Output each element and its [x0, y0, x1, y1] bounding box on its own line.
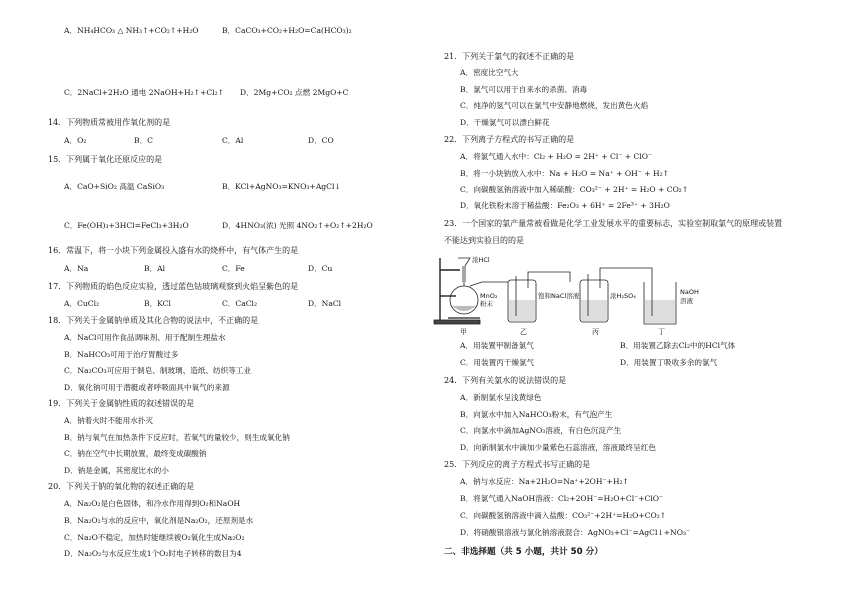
q22-stem: 22．下列离子方程式的书写正确的是 — [444, 135, 575, 144]
q16-stem: 16．常温下，将一小块下列金属投入盛有水的烧杯中，有气体产生的是 — [48, 246, 299, 255]
q17-option-b[interactable]: B．KCl — [144, 299, 171, 308]
q21-stem: 21．下列关于氯气的叙述不正确的是 — [444, 52, 575, 61]
q24-stem: 24．下列有关氯水的说法错误的是 — [444, 376, 567, 385]
q23-option-b[interactable]: B．用装置乙除去Cl₂中的HCl气体 — [620, 341, 736, 350]
q24-option-d[interactable]: D．向新制氯水中滴加少量紫色石蕊溶液，溶液最终呈红色 — [460, 443, 656, 452]
q15-option-c[interactable]: C．Fe(OH)₃+3HCl=FeCl₃+3H₂O — [64, 221, 189, 230]
q20-option-b[interactable]: B．Na₂O₂与水的反应中，氧化剂是Na₂O₂，还原剂是水 — [64, 516, 254, 525]
q21-option-b[interactable]: B．氯气可以用于自来水的杀菌、消毒 — [460, 85, 588, 94]
q23-stem-line1: 23．一个国家的氯产量常被看做是化学工业发展水平的重要标志，实验室制取氯气的原理或装置 — [444, 219, 783, 228]
q22-option-d[interactable]: D．氧化铁粉末溶于稀盐酸：Fe₂O₃ + 6H⁺ = 2Fe³⁺ + 3H₂O — [460, 201, 670, 210]
q14-stem: 14．下列物质常被用作氧化剂的是 — [48, 118, 171, 127]
q16-option-c[interactable]: C．Fe — [222, 264, 245, 273]
q22-option-b[interactable]: B．将一小块钠放入水中：Na + H₂O = Na⁺ + OH⁻ + H₂↑ — [460, 169, 670, 178]
q15-option-d[interactable]: D．4HNO₃(浓) 光照 4NO₂↑+O₂↑+2H₂O — [222, 221, 373, 230]
q19-option-d[interactable]: D．钠是金属，其密度比水的小 — [64, 466, 169, 475]
q17-option-d[interactable]: D．NaCl — [308, 299, 342, 308]
q19-option-a[interactable]: A．钠着火时不能用水扑灭 — [64, 416, 154, 425]
q15-option-b[interactable]: B．KCl+AgNO₃=KNO₃+AgCl↓ — [222, 182, 341, 191]
q19-option-c[interactable]: C．钠在空气中长期放置，最终变成碳酸钠 — [64, 449, 207, 458]
label-bing: 丙 — [592, 328, 599, 336]
q23-option-c[interactable]: C．用装置丙干燥氯气 — [460, 358, 535, 367]
q24-option-a[interactable]: A．新制氯水呈浅黄绿色 — [460, 393, 542, 402]
q14-option-c[interactable]: C．Al — [222, 136, 244, 145]
q18-stem: 18．下列关于金属钠单质及其化合物的说法中，不正确的是 — [48, 316, 259, 325]
label-ding: 丁 — [658, 328, 665, 336]
q15-option-a[interactable]: A．CaO+SiO₂ 高温 CaSiO₃ — [64, 182, 165, 191]
q20-option-c[interactable]: C．Na₂O不稳定，加热时能继续被O₂氧化生成Na₂O₂ — [64, 533, 245, 542]
q13-option-a[interactable]: A．NH₄HCO₃ △ NH₃↑+CO₂↑+H₂O — [64, 26, 199, 35]
q25-option-a[interactable]: A．钠与水反应：Na+2H₂O=Na⁺+2OH⁻+H₂↑ — [460, 477, 629, 486]
q15-stem: 15．下列属于氧化还原反应的是 — [48, 155, 163, 164]
q19-stem: 19．下列关于金属钠性质的叙述错误的是 — [48, 399, 195, 408]
label-conc-h2so4: 浓H₂SO₄ — [610, 292, 636, 300]
q23-stem-line2: 不能达到实验目的的是 — [444, 236, 524, 245]
q14-option-a[interactable]: A．O₂ — [64, 136, 87, 145]
section-heading-non-choice: 二、非选择题（共 5 小题，共计 50 分） — [444, 547, 603, 557]
q25-option-d[interactable]: D．将硝酸银溶液与氯化钠溶液混合：AgNO₃+Cl⁻=AgCl↓+NO₃⁻ — [460, 528, 691, 537]
q25-option-c[interactable]: C．向碳酸氢钠溶液中滴入盐酸：CO₃²⁻+2H⁺=H₂O+CO₂↑ — [460, 511, 667, 520]
q18-option-a[interactable]: A．NaCl可用作食品调味剂、用于配制生理盐水 — [64, 333, 226, 342]
q17-option-c[interactable]: C．CaCl₂ — [222, 299, 258, 308]
q23-option-d[interactable]: D．用装置丁吸收多余的氯气 — [620, 358, 718, 367]
q13-option-b[interactable]: B．CaCO₃+CO₂+H₂O=Ca(HCO₃)₂ — [222, 26, 352, 35]
q16-option-d[interactable]: D．Cu — [308, 264, 333, 273]
q16-option-b[interactable]: B．Al — [144, 264, 166, 273]
q21-option-a[interactable]: A．密度比空气大 — [460, 68, 519, 77]
q18-option-c[interactable]: C．Na₂CO₃可应用于制皂、制玻璃、造纸、纺织等工业 — [64, 366, 251, 375]
q24-option-c[interactable]: C．向氯水中滴加AgNO₃溶液，有白色沉淀产生 — [460, 426, 622, 435]
label-naoh: NaOH — [680, 288, 699, 296]
label-mno2: MnO₂ — [480, 292, 498, 300]
q23-option-a[interactable]: A．用装置甲制备氯气 — [460, 341, 534, 350]
label-jia: 甲 — [460, 328, 467, 336]
q24-option-b[interactable]: B．向氯水中加入NaHCO₃粉末，有气泡产生 — [460, 410, 613, 419]
apparatus-figure — [430, 252, 730, 336]
q21-option-d[interactable]: D．干燥氯气可以漂白鲜花 — [460, 118, 550, 127]
q25-option-b[interactable]: B．将氯气通入NaOH溶液：Cl₂+2OH⁻=H₂O+Cl⁻+ClO⁻ — [460, 494, 663, 503]
q21-option-c[interactable]: C．纯净的氢气可以在氯气中安静地燃烧，发出黄色火焰 — [460, 101, 649, 110]
q20-option-d[interactable]: D．Na₂O₂与水反应生成1个O₂时电子转移的数目为4 — [64, 549, 242, 558]
q14-option-d[interactable]: D．CO — [308, 136, 334, 145]
q20-option-a[interactable]: A．Na₂O₂是白色固体，和冷水作用得到O₂和NaOH — [64, 499, 241, 508]
label-solution: 溶液 — [680, 297, 693, 305]
q25-stem: 25．下列反应的离子方程式书写正确的是 — [444, 460, 591, 469]
label-powder: 粉末 — [480, 300, 493, 308]
label-conc-hcl: 浓HCl — [472, 256, 490, 264]
q17-stem: 17．下列物质的焰色反应实验，透过蓝色钴玻璃观察到火焰呈紫色的是 — [48, 282, 299, 291]
q22-option-a[interactable]: A．将氯气通入水中：Cl₂ + H₂O = 2H⁺ + Cl⁻ + ClO⁻ — [460, 152, 652, 161]
label-yi: 乙 — [520, 328, 527, 336]
q18-option-b[interactable]: B．NaHCO₃可用于治疗胃酸过多 — [64, 350, 179, 359]
q17-option-a[interactable]: A．CuCl₂ — [64, 299, 100, 308]
label-sat-nacl: 饱和NaCl溶液 — [538, 292, 580, 300]
q14-option-b[interactable]: B．C — [134, 136, 153, 145]
q22-option-c[interactable]: C．向碳酸氢钠溶液中加入稀硫酸：CO₃²⁻ + 2H⁺ = H₂O + CO₂↑ — [460, 185, 689, 194]
q13-option-c[interactable]: C．2NaCl+2H₂O 通电 2NaOH+H₂↑+Cl₂↑ — [64, 88, 224, 97]
q18-option-d[interactable]: D．氧化钠可用于潜艇或者呼吸面具中氧气的来源 — [64, 383, 230, 392]
q19-option-b[interactable]: B．钠与氧气在加热条件下反应时，若氧气的量较少，则生成氧化钠 — [64, 433, 290, 442]
q13-option-d[interactable]: D．2Mg+CO₂ 点燃 2MgO+C — [240, 88, 349, 97]
q16-option-a[interactable]: A．Na — [64, 264, 89, 273]
q20-stem: 20．下列关于钠的氧化物的叙述正确的是 — [48, 482, 195, 491]
